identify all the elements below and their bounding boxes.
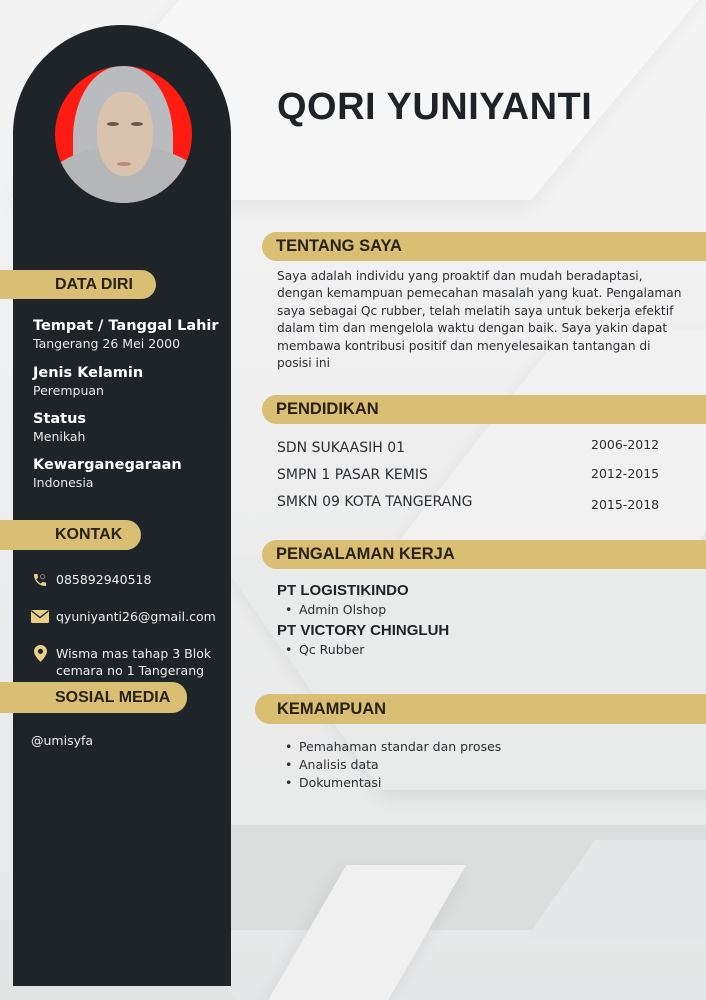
section-header-sosial-media: SOSIAL MEDIA bbox=[0, 682, 187, 713]
field-gender bbox=[33, 364, 143, 400]
photo-eye bbox=[107, 122, 119, 126]
skills-list bbox=[285, 738, 501, 792]
candidate-name: QORI YUNIYANTI bbox=[277, 86, 593, 128]
about-line: posisi ini bbox=[277, 356, 331, 371]
profile-photo bbox=[55, 66, 192, 203]
field-value: Indonesia bbox=[33, 475, 94, 490]
about-line: membawa kontribusi positif dan menyelesaikan tantangan di bbox=[277, 338, 651, 353]
field-label: Status bbox=[33, 411, 87, 427]
section-header-data-diri: DATA DIRI bbox=[0, 270, 156, 299]
school-years: 2012-2015 bbox=[591, 466, 660, 481]
section-header-pendidikan: PENDIDIKAN bbox=[262, 395, 706, 424]
about-line: dalam tim dan mengelola waktu dengan baik. Saya yakin dapat bbox=[277, 321, 668, 336]
field-status bbox=[33, 410, 86, 446]
job-item bbox=[277, 581, 409, 619]
about-line: dengan kemampuan pemecahan masalah yang kuat. Pengalaman bbox=[277, 286, 682, 301]
about-line: Saya adalah individu yang proaktif dan mudah beradaptasi, bbox=[277, 269, 643, 283]
contact-phone bbox=[31, 571, 151, 588]
field-nationality bbox=[33, 456, 182, 492]
school-name: SMKN 09 KOTA TANGERANG bbox=[277, 494, 473, 510]
about-line: saya sebagai Qc rubber, telah melatih saya untuk bekerja efektif bbox=[277, 303, 674, 318]
job-role: • Admin Olshop bbox=[277, 601, 409, 619]
skill-item: • Dokumentasi bbox=[285, 774, 501, 792]
field-value: Menikah bbox=[33, 429, 86, 444]
contact-email bbox=[31, 608, 216, 625]
education-item bbox=[277, 437, 677, 456]
school-years: 2006-2012 bbox=[591, 437, 660, 452]
skill-item: • Analisis data bbox=[285, 756, 501, 774]
photo-mouth bbox=[117, 162, 131, 166]
address-line-2: cemara no 1 Tangerang bbox=[56, 663, 205, 678]
phone-icon bbox=[31, 571, 49, 588]
education-item bbox=[277, 467, 677, 483]
job-item bbox=[277, 621, 449, 659]
field-value: Perempuan bbox=[33, 383, 104, 398]
company-name: PT LOGISTIKINDO bbox=[277, 582, 409, 599]
company-name: PT VICTORY CHINGLUH bbox=[277, 622, 450, 639]
mail-icon bbox=[31, 608, 49, 625]
section-header-pengalaman-kerja: PENGALAMAN KERJA bbox=[262, 540, 706, 569]
email-address[interactable]: qyuniyanti26@gmail.com bbox=[56, 609, 216, 624]
phone-number[interactable]: 085892940518 bbox=[56, 572, 152, 587]
skill-item: • Pemahaman standar dan proses bbox=[285, 738, 501, 756]
section-header-kemampuan: KEMAMPUAN bbox=[255, 694, 706, 724]
social-handle[interactable]: @umisyfa bbox=[31, 733, 94, 748]
photo-eye bbox=[131, 122, 143, 126]
school-name: SDN SUKAASIH 01 bbox=[277, 440, 406, 456]
about-paragraph bbox=[277, 268, 687, 372]
education-item bbox=[277, 494, 677, 510]
field-label: Jenis Kelamin bbox=[33, 365, 144, 381]
section-header-tentang-saya: TENTANG SAYA bbox=[262, 232, 706, 261]
section-header-kontak: KONTAK bbox=[0, 520, 141, 550]
field-label: Tempat / Tanggal Lahir bbox=[33, 318, 219, 334]
job-role: • Qc Rubber bbox=[277, 641, 449, 659]
field-label: Kewarganegaraan bbox=[33, 457, 182, 473]
address-text bbox=[56, 645, 211, 679]
address-line-1: Wisma mas tahap 3 Blok bbox=[56, 646, 212, 661]
field-birth bbox=[33, 317, 219, 353]
location-pin-icon bbox=[31, 645, 49, 662]
contact-address bbox=[31, 645, 211, 679]
school-name: SMPN 1 PASAR KEMIS bbox=[277, 467, 428, 483]
field-value: Tangerang 26 Mei 2000 bbox=[33, 336, 181, 351]
school-years: 2015-2018 bbox=[591, 497, 660, 512]
